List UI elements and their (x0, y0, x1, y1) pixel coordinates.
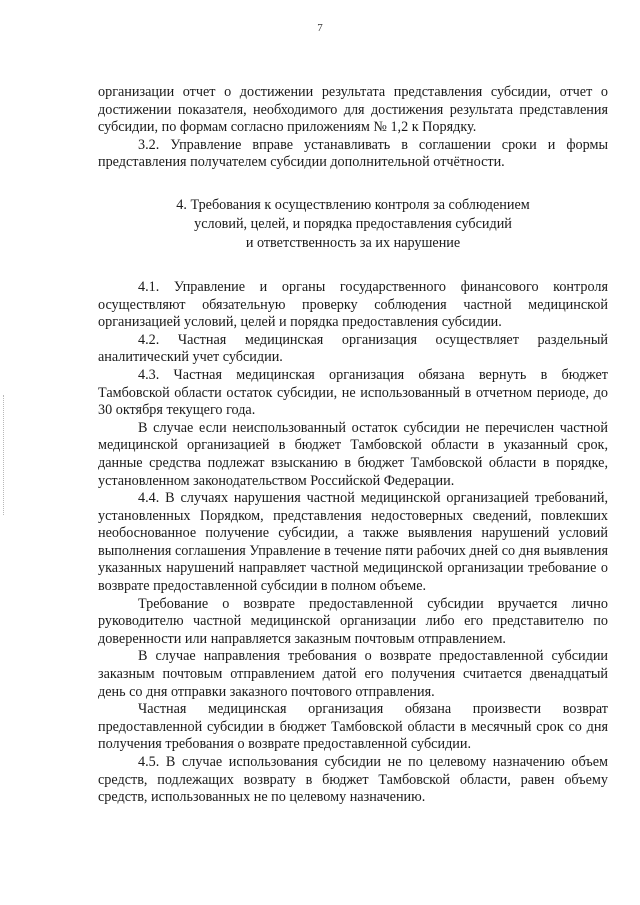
paragraph-unused-balance: В случае если неиспользованный остаток субсидии не перечислен частной медицинской организацией в бюджет Тамбовской области в указанный срок, данные средства подлежат взысканию в бюджет Тамбовской области в порядке, установленном законодательством Российской Федерации. (98, 419, 608, 489)
page-number: 7 (317, 22, 323, 34)
paragraph-demand-delivery: Требование о возврате предоставленной субсидии вручается лично руководителю частной медицинской организации либо его представителю по доверенности или направляется заказным почтовым отправлением. (98, 595, 608, 647)
paragraph-report-forms: организации отчет о достижении результата представления субсидии, отчет о достижении показателя, необходимого для достижения результата представления субсидии, по формам согласно приложениям № 1,2 к Порядку. (98, 84, 608, 136)
section-heading-line-2: условий, целей, и порядка предоставления субсидий (194, 215, 512, 232)
paragraph-return-obligation: Частная медицинская организация обязана произвести возврат предоставленной субсидии в бюджет Тамбовской области в месячный срок со дня получения требования о возврате предоставленной субсидии. (98, 701, 608, 753)
paragraph-4-1: 4.1. Управление и органы государственного финансового контроля осуществляют обязательную проверку соблюдения частной медицинской организацией условий, целей и порядка предоставления субсидии. (98, 278, 608, 331)
paragraph-4-4: 4.4. В случаях нарушения частной медицинской организацией требований, установленных Порядком, представления недостоверных сведений, повлекших необоснованное получение субсидии, а также выявления нарушений условий выполнения соглашения Управление в течение пяти рабочих дней со дня выявления указанных нарушений направляет частной медицинской организации требование о возврате предоставленной субсидии в полном объеме. (98, 490, 608, 595)
paragraph-4-5: 4.5. В случае использования субсидии не по целевому назначению объем средств, подлежащих возврату в бюджет Тамбовской области, равен объему средств, использованных не по целевому назначению. (98, 754, 608, 806)
section-heading-line-1: 4. Требования к осуществлению контроля за соблюдением (176, 196, 530, 213)
document-body (98, 84, 608, 807)
paragraph-4-3: 4.3. Частная медицинская организация обязана вернуть в бюджет Тамбовской области остаток субсидии, не использованный в отчетном периоде, до 30 октября текущего года. (98, 366, 608, 419)
section-heading-line-3: и ответственность за их нарушение (245, 234, 461, 251)
paragraph-4-2: 4.2. Частная медицинская организация осуществляет раздельный аналитический учет субсидии. (98, 331, 608, 366)
scan-margin-mark (3, 395, 8, 515)
paragraph-3-2: 3.2. Управление вправе устанавливать в соглашении сроки и формы представления получателем субсидии дополнительной отчётности. (98, 136, 608, 171)
section-heading (98, 196, 608, 253)
paragraph-registered-mail: В случае направления требования о возврате предоставленной субсидии заказным почтовым отправлением датой его получения считается двенадцатый день со дня отправки заказного почтового отправления. (98, 648, 608, 700)
